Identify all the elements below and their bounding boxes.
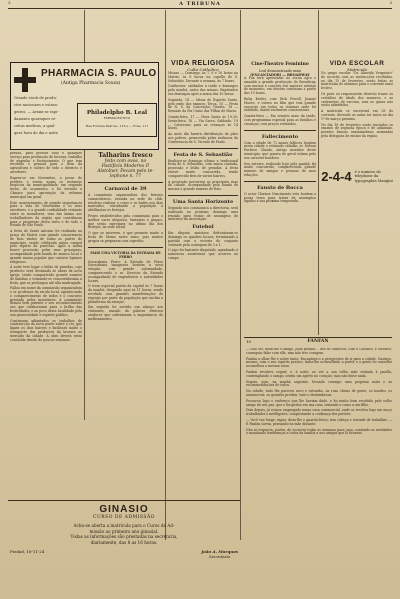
fallecimento-heading: Fallecimento [261, 133, 299, 140]
article-paragraph: — Não sei, dizia-lhe o amigo, Julia pensou... Isto só comecou, com o Gustavo, e Gustavo, conseguiu falar com elle, mas não tive coragem. [246, 348, 392, 355]
mais-uma-heading: MAIS UMA VICTORIA DA ESTRADA DE FERRO [90, 250, 161, 259]
phone-line: telephone da [354, 174, 379, 178]
article-paragraph: Confissões: sabbados á tarde e domingos pela manhã, antes das missas. Baptisados aos domingos após a missa das 10 horas. [168, 84, 238, 96]
ginasio-title: GINÁSIO [99, 504, 149, 515]
article-paragraph: Continuam adiantados os trabalhos de construcção da nova ponte sobre o rio, que ligará os dois bairros e facilitará muito o transporte dos productos da lavoura ao mercado da cidade. A obra deverá estar concluída dentro de poucas semanas. [10, 318, 82, 342]
article-paragraph: Na cidade, tudo lhe pareceu novo e estranho. As ruas cheias de gente, os bondes, os automoveis, os grandes predios, tudo o deslumbrava. [246, 389, 392, 397]
article-paragraph: Segundo nos communica a directoria, será realisada no proximo domingo uma reunião para tratar de assumptos de interesse da associação. [168, 205, 238, 222]
article-paragraph: A festa de Santo Antonio foi realisada na praça da Matriz com grande concorrencia de fieis vindos de todas as partes do municipio, sendo celebrada missa campal pelo vigario da parochia. Após a missa houve procissão pelas ruas principaes, acompanhada pela banda de musica local e grande massa popular que cantava hymnos religiosos. [10, 229, 82, 264]
talharins-ad [88, 159, 163, 179]
article-paragraph: Ruby Keeler, com Dick Powell, Jeanne Moore, e outros no film que tem grande successo em todos os cinemas onde foi exhibido, dando enchentes consecutivas. [244, 96, 316, 113]
article-paragraph: A matricula se encerrará em 28 do corrente, devendo as aulas ter inicio no dia 1º de março proximo. [321, 109, 393, 121]
article-paragraph: Não se esquecia, porém, de escrever todas as semanas para casa, contando as novidades e mandando lembranças a todos da familia e aos amigos que lá ficaram. [246, 427, 392, 436]
article-paragraph: Prizes estabelecidos pela commissão para o melhor carro alegorico, fantasias e grupos, que serão entregues no ultimo dia dos festejos, na sede social. [88, 213, 163, 230]
top-rule [8, 8, 392, 9]
matricula-heading: Matricula [347, 67, 367, 72]
article-paragraph: Procurou logo o endereço que lhe haviam dado, e foi muito bem recebido pelo velho amigo de seu pae, que o hospedou em sua casa, tratando-o como a um filho. [246, 398, 392, 407]
article-paragraph: Espera-se em Novembro, a posse do prefeito e serem assim os restantes negócios da municipalidade, em segundo turno, do orçamento, e foi enviado a Câmara para aprovação da reforma municipal em geral. [10, 175, 82, 199]
column-divider [318, 10, 319, 335]
telephone-ad [321, 169, 393, 184]
column-1-text [10, 152, 82, 502]
talharins-line: Alstolner. Pecam pelo te- [97, 169, 154, 174]
page-number-right: 3 [389, 0, 392, 5]
article-paragraph: Fanfan resolveu seguir; e, á noite, ao ver a sua velha mãe sentada á janella, contemplando o campo, sentiu um aperto no coração; mas não disse nada. [246, 369, 392, 378]
article-paragraph: À noite teve logar o leilão de prendas, cujo producto será destinado ás obras da nova igreja, tendo comparecido grande numero de familias e tornando-se concorridissima a festa, que se prolongou até alta madrugada. [10, 265, 82, 285]
ginasio-line: missão ao primeiro ano ginasial. [89, 528, 159, 534]
article-paragraph: O actor Clarisse Nascimento veiu hontem a nossa terra para tratar de assumptos ligados a sua proxima temporada. [244, 191, 316, 204]
article-paragraph: Este acontecimento de grande importancia para a vida de Votorantim e os seus arredores, e a grande cordialidade reinante entre os moradores, vem dar ânimo aos trabalhadores da região que contribuem para o progresso desta terra e de todo o Estado de São Paulo. [10, 200, 82, 228]
phone-number: 2-4-4 [321, 168, 352, 184]
cine-sub: Leal demonstrando mais [258, 69, 302, 73]
fanfan-heading: FANFAN [307, 339, 329, 344]
festa2-heading: Uma Santa Horizonte [172, 198, 234, 205]
fanfan-text [246, 348, 392, 588]
pharmacy-line: Grande stock de produ- [14, 96, 57, 100]
phone-line: é o numero do [354, 169, 381, 174]
culto-heading: Culto Catholico [187, 67, 219, 72]
pharmacy-ad [10, 62, 159, 150]
ginasio-subtitle: CURSO DE ADMISSÃO [93, 515, 155, 520]
pharmacy-line: damente quaesquer re- [14, 117, 57, 121]
article-paragraph: No grupo escolar "Dr. Almeida Vergueiro" de accordo com as instrucções recebidas, no dia 15 de fevereiro, serão feitas as matriculas de alumnos para o corrente anno lectivo. [321, 71, 393, 91]
talharins-title: Talharins fresco [98, 152, 153, 159]
ginasio-rule [8, 500, 240, 501]
talharins-line: feito com ovos, no [104, 159, 147, 164]
talharins-line: lephone n. 77 [109, 174, 142, 179]
pharmacy-line: quer hora do dia e noite [14, 131, 58, 135]
carnaval-heading: Carnaval de 39 [104, 186, 147, 192]
vida-escolar [321, 60, 393, 330]
ginasio-line: Acha-se aberta a matricula para o Curso de Ad- [73, 523, 175, 528]
column-2 [88, 152, 163, 532]
fausto-heading: Fausto de Bocca [257, 184, 303, 191]
article-paragraph: O trem especial partiu da capital ás 7 horas da manhã, chegando aqui ás 11 horas, sendo recebido com grandes manifestações de regosijo por parte da população que enchia a plataforma da estação. [88, 284, 163, 304]
column-divider [240, 10, 241, 540]
article-paragraph: Fanfan a olhar-lhe e sobre tanto. Encantava-o a perspectiva de ir para a cidade. Gustavo, mesmo, com o seu espirito pratico, tinha-lhe aconselhado a partir, e a gente do conselho aconselhou a mesma coisa. [246, 356, 392, 369]
ginasio-line: diariamente, das 8 as 16 horas. [90, 539, 158, 545]
article-paragraph: Dias depois, já estava empregado numa casa commercial, onde se revelou logo um moço trabalhador e intelligente, conquistando a confiança dos patrões. [246, 408, 392, 417]
article-paragraph: Missas — Domingo, ás 7, 8 e 10 horas na Matriz; ás 8 horas na capella de S. Sebastião. Durante a semana, ás 7 horas. [168, 71, 238, 83]
ginasio-ad [10, 504, 238, 596]
article-paragraph: Segunda, 14 — Missa do Espirito Santo, pelo exito dos exames; Terça, 15 — Festa de N. S. da Conceição; Quarta, 16 — Reunião da Pia União das Filhas de Maria. [168, 97, 238, 114]
vida-religiosa-heading: VIDA RELIGIOSA [171, 60, 235, 67]
article-paragraph: O que se assevera, é que promete muito a festa de Momo neste anno, pois muitos grupos se preparam com capricho. [88, 231, 163, 243]
festa-heading: Festa de S. Sebastião [173, 151, 233, 158]
masthead-title: A TRIBUNA [179, 1, 221, 7]
pharmacy-name: PHARMACIA S. PAULO [41, 68, 157, 79]
vida-escolar-heading: VIDA ESCOLAR [329, 60, 385, 67]
ginasio-sign-role: Secretario [209, 554, 231, 559]
pharmacy-subtitle: (Antiga Pharmacia Souza) [61, 81, 121, 86]
leal-role: FARMACEUTICO [103, 116, 131, 120]
article-paragraph: Sorocabana Ferro: A Estrada de Ferro Sorocabana inaugurou hontem a nova estação, com grande solemnidade, comparecendo o sr. Director da Estrada acompanhado de engenheiros e autoridades locaes. [88, 259, 163, 283]
article-paragraph: Ao meio dia haverá distribuição de pães aos pobres, promovida pelas senhoras da Conferencia de S. Vicente de Paulo. [168, 132, 238, 144]
article-paragraph: Em disputa amistosa defrontaram-se domingo os quadros locaes, terminando a partida com a victoria do conjunto visitante pela contagem de 3 a 1. [168, 231, 238, 247]
article-paragraph: No dia 18 de fevereiro serão iniciados os exames de segunda época e de admissão, perante bancas examinadoras nomeadas pela delegacia de ensino da região. [321, 122, 393, 138]
fanfan-rule [244, 337, 392, 338]
article-paragraph: Em seguida foi servido um almoço aos visitantes, usando da palavra diversos oradores que salientaram a importancia do melhoramento. [88, 305, 163, 321]
article-paragraph: Realizou-se domingo ultimo a tradicional festa de S. Sebastião, com missa cantada, procissão e leilão de prendas. A festa esteve muito concorrida, tendo comparecido fieis de varios bairros. [168, 158, 238, 178]
page-number-left: 3 [8, 0, 11, 5]
article-paragraph: Fallou em nome da commissão organizadora o sr. professor da escola local, agradecendo o comparecimento de todos e o concurso prestado pelos moradores. A commissão deixou bem patente o seu reconhecimento aos que colaboraram para o brilho das festividades, e ao povo desta localidade pela sua generosidade e espirito publico. [10, 286, 82, 317]
pharmacy-cross-icon [14, 68, 36, 92]
cine-theatro [244, 60, 316, 330]
pharmacy-line: ctos nacionaes e estran- [14, 103, 59, 107]
ginasio-signature: João A. Marques [201, 549, 238, 554]
article-paragraph: — Você vae longe, rapaz, dizia-lhe o guarda-livros; tem cabeça e vontade de trabalhar. — E Fanfan sorria, pensando na mãe distante. [246, 417, 392, 426]
column-divider [165, 10, 166, 540]
leal-ad [77, 103, 157, 137]
leal-name: Philadelpho B. Leal [86, 110, 148, 116]
cine-heading: Cine-Theatro Feminino [251, 62, 309, 67]
article-paragraph: A procissão percorreu as principaes ruas da cidade, acompanhada pela banda de musica e grande numero de fieis. [168, 179, 238, 192]
talharins-line: Pastificio Moderno P. [101, 164, 150, 169]
article-paragraph: Os paes ou responsaveis deverão trazer as certidões de idade dos menores, e as cadernetas de vaccina, sem as quaes não serão admittidos. [321, 91, 393, 108]
pharmacy-line: ceitas medicas, a qual- [14, 124, 56, 128]
article-paragraph: Quinta-feira, 17 — Hora Santa ás 19,30; Sexta-feira, 18 — Via Sacra. Sabbado, 19 — Catecismo para as creanças ás 14 horas. [168, 114, 238, 131]
fanfan-page-num: 10 [246, 339, 252, 344]
phone-line: typographia Mangini [354, 178, 393, 183]
article-paragraph: O jogo foi bastante disputado, agradando á numerosa assistencia que acorreu ao campo. [168, 248, 238, 260]
article-paragraph: A Fox terá apresentar no ecran ogra e amanhã a grande producção de Broadway, com musica e canções dos maiores artistas do momento, em sessões continuas a partir das 19 horas. [244, 76, 316, 96]
futebol-heading: Futebol [192, 224, 214, 231]
article-paragraph: Com a edade de 72 annos falleceu hontem nesta cidade o estimado cidadão, sr. Nelson Pacheco Chiado, antigo morador deste municipio, que gozava de geral estima pelo seu caracter bondoso. [244, 140, 316, 160]
article-paragraph: Seguiu, pois, na manhã seguinte, levando comsigo uma pequena mala e as recommendações de todos. [246, 379, 392, 388]
pharmacy-line: geiros. — Aviam-se rapi- [14, 110, 59, 114]
ginasio-date: Piedad, 16-11-24 [10, 549, 45, 554]
article-paragraph: Quarta-feira — Em sessões mais da tarde, com programma especial para as familias e creanças, com preços reduzidos. [244, 114, 316, 126]
article-paragraph: Seu enterro, realizado hoje pela manhã, foi muito concorrido, comparecendo grande numero de amigos e pessoas de suas relações. [244, 161, 316, 177]
article-paragraph: perícia, para prestar todo e qualquer serviço para producção de lavoura, trabalho de engenho e fornecimento. O que tem recebido o pessoal para o bem da agricultura e cultivo de todo o districto e arredores. [10, 152, 82, 174]
leal-address: Rua Fortuna Pedroso, 125 e — Fone, 117 [85, 124, 149, 128]
vida-religiosa [168, 60, 238, 520]
cine-sub2: (ENCANTADOR) — BROADWAY [250, 73, 310, 77]
article-paragraph: A commissão organizadora dos festejos carnavalescos, reunida na sede do club, resolveu realizar o corso e os bailes nos dias marcados, convidando a população a abrilhantar os festejos. [88, 193, 163, 213]
ginasio-line: Todas as informações são prestadas na secretaria, [70, 534, 178, 539]
